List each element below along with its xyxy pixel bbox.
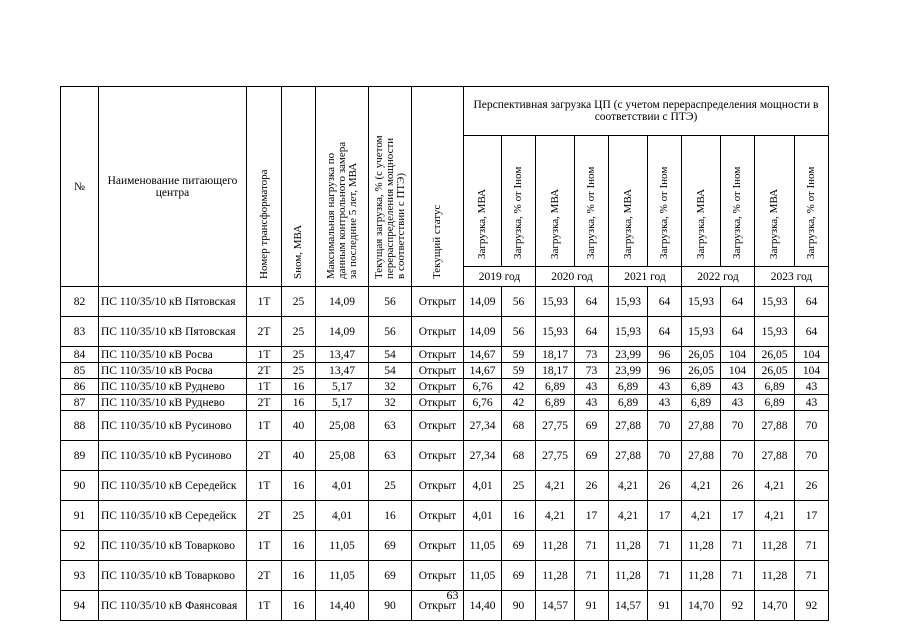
cell-maxload: 11,05 — [316, 531, 369, 561]
cell-name: ПС 110/35/10 кВ Пятовская — [99, 317, 247, 347]
cell-name: ПС 110/35/10 кВ Середейск — [99, 471, 247, 501]
cell-load-mva: 14,70 — [682, 591, 721, 621]
cell-maxload: 14,09 — [316, 317, 369, 347]
cell-status: Открыт — [412, 287, 464, 317]
cell-load-pct: 17 — [721, 501, 755, 531]
cell-load-mva: 6,76 — [464, 379, 502, 395]
cell-name: ПС 110/35/10 кВ Руднево — [99, 379, 247, 395]
cell-status: Открыт — [412, 531, 464, 561]
table-row — [61, 441, 829, 471]
header-load-mva: Загрузка, МВА — [536, 136, 575, 267]
cell-num: 82 — [61, 287, 99, 317]
cell-load-pct: 17 — [575, 501, 609, 531]
header-year: 2023 год — [755, 267, 829, 287]
cell-load-pct: 69 — [502, 561, 536, 591]
cell-load-mva: 11,28 — [755, 531, 795, 561]
cell-load-mva: 14,57 — [536, 591, 575, 621]
table-row — [61, 317, 829, 347]
cell-curload: 56 — [369, 287, 412, 317]
cell-load-mva: 15,93 — [536, 317, 575, 347]
cell-maxload: 14,40 — [316, 591, 369, 621]
cell-load-mva: 27,88 — [755, 441, 795, 471]
cell-load-mva: 6,89 — [682, 395, 721, 411]
cell-snom: 25 — [282, 317, 316, 347]
cell-load-mva: 27,34 — [464, 441, 502, 471]
cell-load-mva: 4,01 — [464, 501, 502, 531]
cell-load-mva: 26,05 — [682, 347, 721, 363]
cell-load-pct: 59 — [502, 363, 536, 379]
cell-maxload: 5,17 — [316, 395, 369, 411]
header-curload: Текущая загрузка, % (с учетом перераспределения мощности в соответствии с ПТЭ) — [369, 87, 412, 287]
cell-curload: 63 — [369, 441, 412, 471]
cell-load-pct: 43 — [795, 379, 829, 395]
cell-load-pct: 69 — [575, 441, 609, 471]
cell-status: Открыт — [412, 317, 464, 347]
table-row — [61, 379, 829, 395]
cell-load-pct: 70 — [648, 411, 682, 441]
cell-transformer: 1Т — [247, 379, 282, 395]
cell-status: Открыт — [412, 471, 464, 501]
cell-status: Открыт — [412, 411, 464, 441]
cell-load-pct: 43 — [721, 379, 755, 395]
cell-load-pct: 71 — [795, 531, 829, 561]
cell-load-mva: 6,89 — [755, 395, 795, 411]
cell-load-mva: 15,93 — [609, 287, 648, 317]
page-number: 63 — [446, 588, 459, 602]
cell-load-pct: 64 — [575, 317, 609, 347]
table-row — [61, 287, 829, 317]
cell-load-pct: 71 — [795, 561, 829, 591]
header-maxload: Максимальная нагрузка по данным контрольного замера за последние 5 лет, МВА — [316, 87, 369, 287]
cell-load-pct: 26 — [795, 471, 829, 501]
cell-load-pct: 68 — [502, 411, 536, 441]
cell-status: Открыт — [412, 501, 464, 531]
header-load-pct: Загрузка, % от Iном — [795, 136, 829, 267]
cell-snom: 25 — [282, 347, 316, 363]
cell-load-mva: 15,93 — [609, 317, 648, 347]
cell-curload: 32 — [369, 379, 412, 395]
cell-maxload: 5,17 — [316, 379, 369, 395]
cell-transformer: 1Т — [247, 347, 282, 363]
cell-snom: 40 — [282, 441, 316, 471]
header-year: 2020 год — [536, 267, 609, 287]
cell-load-mva: 6,89 — [682, 379, 721, 395]
cell-maxload: 25,08 — [316, 441, 369, 471]
cell-load-pct: 71 — [721, 531, 755, 561]
cell-load-mva: 4,21 — [682, 501, 721, 531]
header-load-mva: Загрузка, МВА — [609, 136, 648, 267]
cell-curload: 90 — [369, 591, 412, 621]
header-status: Текущий статус — [412, 87, 464, 287]
cell-name: ПС 110/35/10 кВ Росва — [99, 363, 247, 379]
cell-snom: 25 — [282, 287, 316, 317]
cell-maxload: 25,08 — [316, 411, 369, 441]
cell-load-pct: 64 — [795, 317, 829, 347]
cell-load-pct: 64 — [648, 287, 682, 317]
cell-load-pct: 70 — [721, 441, 755, 471]
cell-load-mva: 11,28 — [609, 531, 648, 561]
cell-load-mva: 4,21 — [682, 471, 721, 501]
cell-load-pct: 16 — [502, 501, 536, 531]
cell-load-pct: 70 — [721, 411, 755, 441]
table-row — [61, 531, 829, 561]
cell-load-pct: 26 — [648, 471, 682, 501]
cell-name: ПС 110/35/10 кВ Середейск — [99, 501, 247, 531]
cell-load-pct: 64 — [648, 317, 682, 347]
header-load-pct: Загрузка, % от Iном — [648, 136, 682, 267]
table-row — [61, 501, 829, 531]
cell-load-mva: 26,05 — [682, 363, 721, 379]
cell-maxload: 11,05 — [316, 561, 369, 591]
cell-load-mva: 15,93 — [755, 287, 795, 317]
cell-load-mva: 4,21 — [536, 501, 575, 531]
cell-num: 89 — [61, 441, 99, 471]
cell-load-mva: 6,76 — [464, 395, 502, 411]
cell-load-mva: 14,70 — [755, 591, 795, 621]
cell-transformer: 2Т — [247, 561, 282, 591]
table-row — [61, 363, 829, 379]
cell-load-pct: 73 — [575, 347, 609, 363]
cell-load-mva: 14,09 — [464, 287, 502, 317]
header-load-mva: Загрузка, МВА — [464, 136, 502, 267]
cell-load-mva: 27,88 — [682, 441, 721, 471]
cell-load-pct: 17 — [648, 501, 682, 531]
cell-load-mva: 15,93 — [536, 287, 575, 317]
cell-name: ПС 110/35/10 кВ Товарково — [99, 531, 247, 561]
cell-load-mva: 27,34 — [464, 411, 502, 441]
cell-load-pct: 43 — [575, 379, 609, 395]
cell-load-mva: 27,75 — [536, 441, 575, 471]
cell-snom: 16 — [282, 531, 316, 561]
cell-load-pct: 71 — [648, 531, 682, 561]
cell-num: 86 — [61, 379, 99, 395]
table-row — [61, 561, 829, 591]
cell-load-pct: 26 — [721, 471, 755, 501]
cell-load-mva: 27,75 — [536, 411, 575, 441]
cell-load-pct: 71 — [575, 531, 609, 561]
cell-load-pct: 96 — [648, 347, 682, 363]
cell-load-mva: 15,93 — [682, 287, 721, 317]
header-year: 2022 год — [682, 267, 755, 287]
cell-load-pct: 43 — [575, 395, 609, 411]
cell-load-mva: 23,99 — [609, 347, 648, 363]
cell-load-mva: 4,01 — [464, 471, 502, 501]
cell-num: 90 — [61, 471, 99, 501]
cell-snom: 25 — [282, 501, 316, 531]
table-row — [61, 471, 829, 501]
cell-num: 83 — [61, 317, 99, 347]
cell-load-mva: 15,93 — [755, 317, 795, 347]
cell-load-pct: 69 — [575, 411, 609, 441]
cell-curload: 69 — [369, 531, 412, 561]
cell-status: Открыт — [412, 441, 464, 471]
cell-load-pct: 92 — [795, 591, 829, 621]
cell-load-pct: 92 — [721, 591, 755, 621]
cell-load-pct: 96 — [648, 363, 682, 379]
header-transformer: Номер трансформатора — [247, 87, 282, 287]
cell-load-pct: 43 — [648, 395, 682, 411]
cell-load-pct: 43 — [795, 395, 829, 411]
cell-load-pct: 104 — [795, 347, 829, 363]
cell-curload: 54 — [369, 347, 412, 363]
cell-name: ПС 110/35/10 кВ Руднево — [99, 395, 247, 411]
cell-load-pct: 42 — [502, 379, 536, 395]
cell-transformer: 2Т — [247, 395, 282, 411]
cell-num: 91 — [61, 501, 99, 531]
header-snom: Sном, МВА — [282, 87, 316, 287]
cell-load-mva: 6,89 — [609, 379, 648, 395]
cell-snom: 16 — [282, 379, 316, 395]
table-row — [61, 395, 829, 411]
cell-transformer: 1Т — [247, 471, 282, 501]
cell-load-pct: 91 — [648, 591, 682, 621]
cell-status: Открыт — [412, 379, 464, 395]
cell-num: 84 — [61, 347, 99, 363]
header-perspective: Перспективная загрузка ЦП (с учетом перераспределения мощности в соответствии с ПТЭ) — [464, 87, 829, 136]
table-row — [61, 347, 829, 363]
cell-load-mva: 14,67 — [464, 347, 502, 363]
cell-load-pct: 104 — [795, 363, 829, 379]
cell-num: 88 — [61, 411, 99, 441]
cell-load-mva: 14,09 — [464, 317, 502, 347]
cell-load-pct: 26 — [575, 471, 609, 501]
cell-load-pct: 25 — [502, 471, 536, 501]
cell-maxload: 4,01 — [316, 471, 369, 501]
cell-load-pct: 90 — [502, 591, 536, 621]
cell-load-pct: 64 — [721, 287, 755, 317]
cell-load-pct: 91 — [575, 591, 609, 621]
cell-load-pct: 71 — [721, 561, 755, 591]
cell-load-pct: 56 — [502, 317, 536, 347]
header-year: 2019 год — [464, 267, 536, 287]
cell-load-mva: 27,88 — [755, 411, 795, 441]
cell-transformer: 1Т — [247, 287, 282, 317]
cell-load-mva: 4,21 — [755, 471, 795, 501]
header-load-mva: Загрузка, МВА — [682, 136, 721, 267]
cell-load-pct: 64 — [575, 287, 609, 317]
cell-load-mva: 4,21 — [755, 501, 795, 531]
cell-snom: 16 — [282, 561, 316, 591]
cell-load-pct: 71 — [648, 561, 682, 591]
cell-load-pct: 42 — [502, 395, 536, 411]
cell-status: Открыт — [412, 561, 464, 591]
cell-num: 93 — [61, 561, 99, 591]
cell-curload: 69 — [369, 561, 412, 591]
cell-load-mva: 11,28 — [682, 531, 721, 561]
cell-num: 85 — [61, 363, 99, 379]
cell-load-mva: 26,05 — [755, 347, 795, 363]
cell-load-pct: 43 — [721, 395, 755, 411]
cell-num: 92 — [61, 531, 99, 561]
substation-load-table — [60, 86, 829, 621]
cell-curload: 56 — [369, 317, 412, 347]
cell-transformer: 2Т — [247, 363, 282, 379]
cell-load-mva: 11,05 — [464, 561, 502, 591]
cell-load-pct: 56 — [502, 287, 536, 317]
cell-curload: 54 — [369, 363, 412, 379]
cell-transformer: 2Т — [247, 501, 282, 531]
header-load-pct: Загрузка, % от Iном — [502, 136, 536, 267]
header-name: Наименование питающего центра — [99, 87, 247, 287]
cell-load-mva: 18,17 — [536, 347, 575, 363]
cell-status: Открыт — [412, 591, 464, 621]
cell-snom: 25 — [282, 363, 316, 379]
cell-load-pct: 71 — [575, 561, 609, 591]
cell-load-mva: 11,28 — [755, 561, 795, 591]
cell-load-mva: 6,89 — [536, 379, 575, 395]
cell-curload: 16 — [369, 501, 412, 531]
cell-load-pct: 68 — [502, 441, 536, 471]
cell-maxload: 13,47 — [316, 347, 369, 363]
cell-load-pct: 64 — [721, 317, 755, 347]
cell-load-pct: 104 — [721, 347, 755, 363]
cell-load-mva: 11,28 — [682, 561, 721, 591]
cell-maxload: 4,01 — [316, 501, 369, 531]
cell-status: Открыт — [412, 347, 464, 363]
cell-maxload: 14,09 — [316, 287, 369, 317]
cell-num: 94 — [61, 591, 99, 621]
cell-transformer: 1Т — [247, 591, 282, 621]
header-year: 2021 год — [609, 267, 682, 287]
cell-name: ПС 110/35/10 кВ Пятовская — [99, 287, 247, 317]
cell-transformer: 1Т — [247, 411, 282, 441]
cell-load-mva: 11,05 — [464, 531, 502, 561]
cell-load-mva: 6,89 — [609, 395, 648, 411]
cell-transformer: 2Т — [247, 441, 282, 471]
cell-load-pct: 69 — [502, 531, 536, 561]
cell-load-mva: 14,40 — [464, 591, 502, 621]
cell-load-mva: 27,88 — [609, 441, 648, 471]
cell-transformer: 2Т — [247, 317, 282, 347]
cell-load-pct: 70 — [795, 441, 829, 471]
cell-load-mva: 18,17 — [536, 363, 575, 379]
cell-load-mva: 14,57 — [609, 591, 648, 621]
cell-load-mva: 27,88 — [682, 411, 721, 441]
header-num: № — [61, 87, 99, 287]
cell-name: ПС 110/35/10 кВ Росва — [99, 347, 247, 363]
cell-curload: 32 — [369, 395, 412, 411]
cell-transformer: 1Т — [247, 531, 282, 561]
cell-load-mva: 14,67 — [464, 363, 502, 379]
cell-name: ПС 110/35/10 кВ Фаянсовая — [99, 591, 247, 621]
cell-name: ПС 110/35/10 кВ Товарково — [99, 561, 247, 591]
cell-load-mva: 6,89 — [755, 379, 795, 395]
cell-num: 87 — [61, 395, 99, 411]
cell-load-pct: 104 — [721, 363, 755, 379]
cell-load-mva: 4,21 — [536, 471, 575, 501]
cell-status: Открыт — [412, 363, 464, 379]
cell-curload: 25 — [369, 471, 412, 501]
cell-load-mva: 11,28 — [536, 531, 575, 561]
cell-snom: 16 — [282, 395, 316, 411]
cell-snom: 40 — [282, 411, 316, 441]
cell-snom: 16 — [282, 591, 316, 621]
cell-load-pct: 64 — [795, 287, 829, 317]
cell-load-pct: 59 — [502, 347, 536, 363]
cell-snom: 16 — [282, 471, 316, 501]
cell-load-mva: 23,99 — [609, 363, 648, 379]
cell-load-mva: 15,93 — [682, 317, 721, 347]
cell-status: Открыт — [412, 395, 464, 411]
cell-curload: 63 — [369, 411, 412, 441]
cell-load-pct: 70 — [795, 411, 829, 441]
header-load-pct: Загрузка, % от Iном — [721, 136, 755, 267]
cell-load-pct: 70 — [648, 441, 682, 471]
cell-load-mva: 11,28 — [609, 561, 648, 591]
cell-load-mva: 11,28 — [536, 561, 575, 591]
table-row — [61, 411, 829, 441]
cell-load-mva: 4,21 — [609, 501, 648, 531]
header-load-mva: Загрузка, МВА — [755, 136, 795, 267]
cell-name: ПС 110/35/10 кВ Русиново — [99, 441, 247, 471]
cell-load-pct: 73 — [575, 363, 609, 379]
cell-load-mva: 26,05 — [755, 363, 795, 379]
cell-name: ПС 110/35/10 кВ Русиново — [99, 411, 247, 441]
cell-load-pct: 17 — [795, 501, 829, 531]
cell-maxload: 13,47 — [316, 363, 369, 379]
cell-load-mva: 27,88 — [609, 411, 648, 441]
header-load-pct: Загрузка, % от Iном — [575, 136, 609, 267]
cell-load-mva: 4,21 — [609, 471, 648, 501]
cell-load-mva: 6,89 — [536, 395, 575, 411]
cell-load-pct: 43 — [648, 379, 682, 395]
